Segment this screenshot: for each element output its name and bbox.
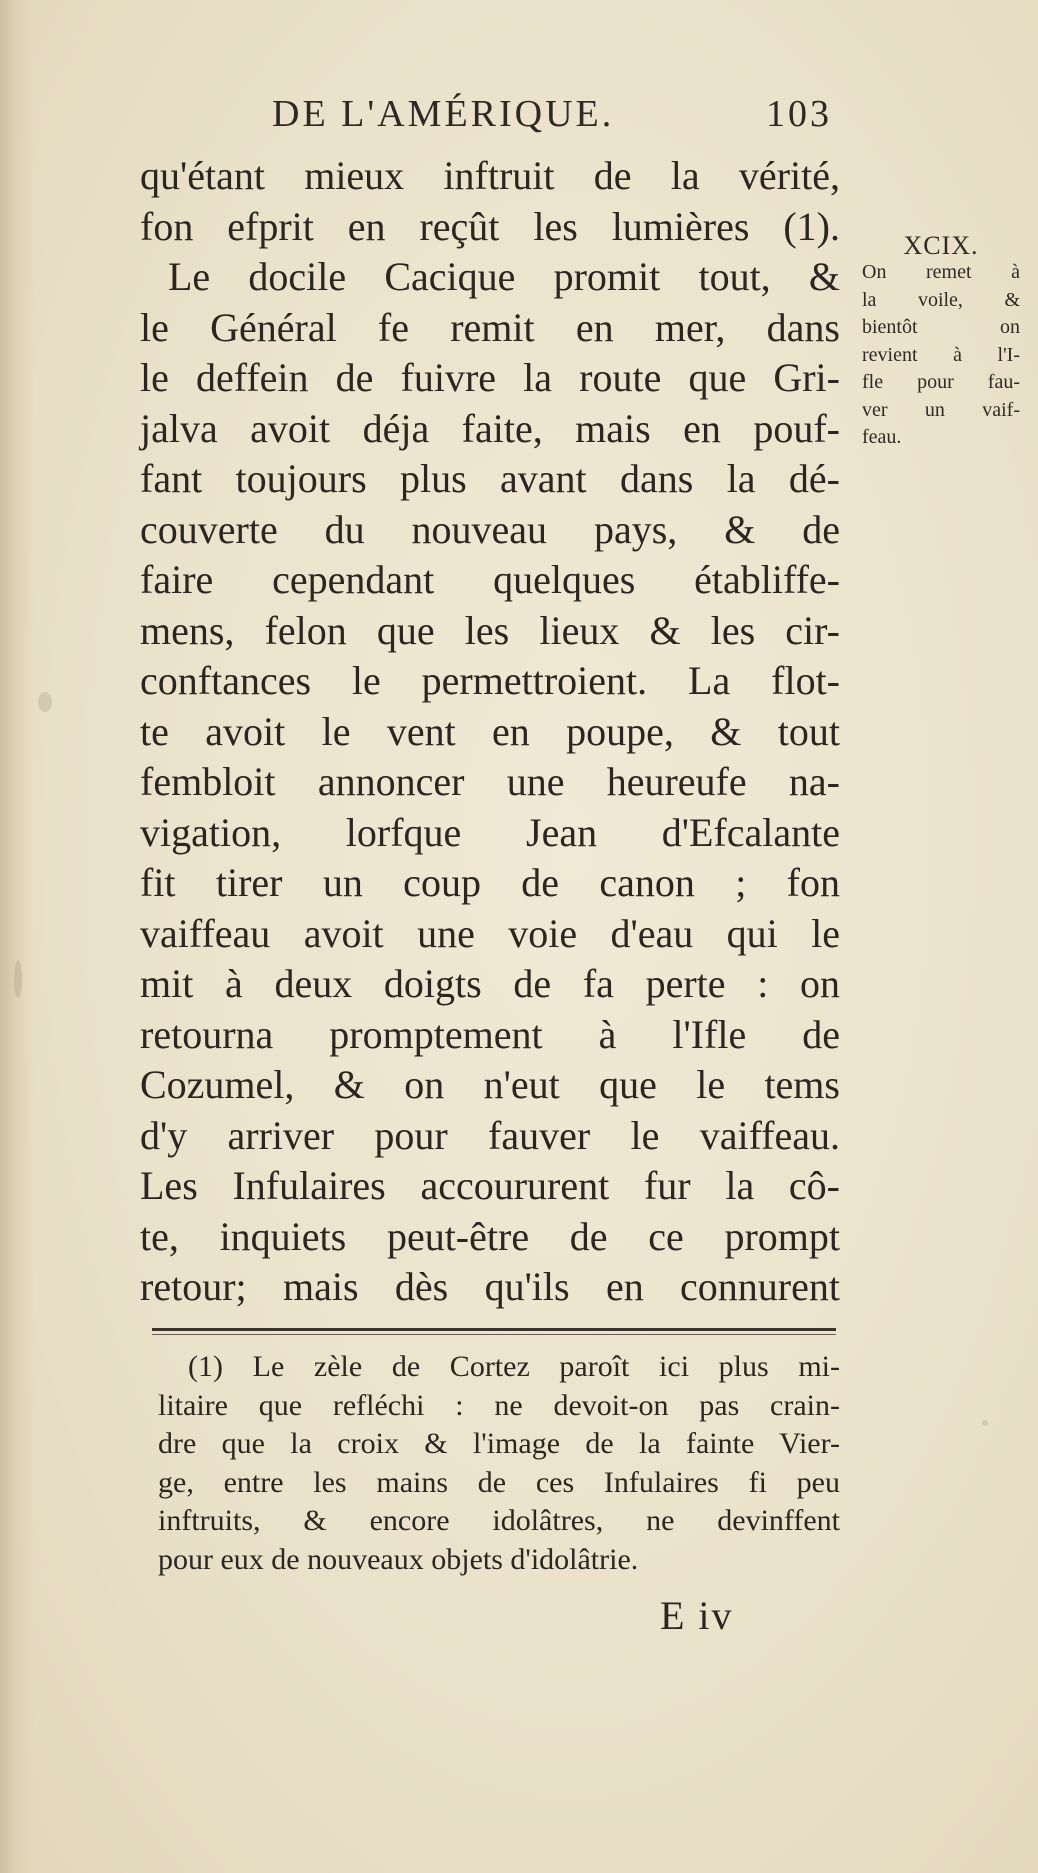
marginal-note-line: fle pour fau- xyxy=(862,371,1020,393)
section-numeral: XCIX. xyxy=(903,231,979,260)
text-line: retour; mais dès qu'ils en connurent xyxy=(140,1264,840,1309)
text-line: jalva avoit déja faite, mais en pouf- xyxy=(140,405,840,451)
footnote-line: litaire que refléchi : ne devoit-on pas crain- xyxy=(158,1388,840,1422)
paper-spot xyxy=(982,1420,988,1426)
text-line: fit tirer un coup de canon ; fon xyxy=(140,860,840,905)
text-line: qu'étant mieux inftruit de la vérité, xyxy=(140,153,840,198)
footnote-line: inftruits, & encore idolâtres, ne devinffent xyxy=(158,1504,840,1537)
page-number: 103 xyxy=(766,93,832,135)
text-line: Cozumel, & on n'eut que le tems xyxy=(140,1062,840,1107)
marginal-note-line: bientôt on xyxy=(862,316,1020,338)
paper-spot xyxy=(38,692,52,712)
text-line: couverte du nouveau pays, & de xyxy=(140,506,840,552)
text-line: conftances le permettroient. La flot- xyxy=(140,658,840,703)
marginal-note xyxy=(862,233,1020,452)
running-head-title: DE L'AMÉRIQUE. xyxy=(272,93,615,135)
text-line: le deffein de fuivre la route que Gri- xyxy=(140,355,840,400)
text-line: fant toujours plus avant dans la dé- xyxy=(140,456,840,501)
text-line: Le docile Cacique promit tout, & xyxy=(168,254,840,299)
text-line: d'y arriver pour fauver le vaiffeau. xyxy=(140,1112,840,1158)
text-line: Les Infulaires accoururent fur la cô- xyxy=(140,1163,840,1208)
footnote-line: ge, entre les mains de ces Infulaires fi peu xyxy=(158,1465,840,1499)
marginal-note-line: ver un vaif- xyxy=(862,398,1020,421)
text-line: fembloit annoncer une heureufe na- xyxy=(140,759,840,804)
footnote-line: dre que la croix & l'image de la fainte Vier- xyxy=(158,1427,840,1460)
text-line: te avoit le vent en poupe, & tout xyxy=(140,708,840,754)
signature-mark: E iv xyxy=(660,1593,734,1638)
footnote-rule xyxy=(152,1328,836,1331)
marginal-note-line: revient à l'I- xyxy=(862,343,1020,366)
gutter-shadow xyxy=(0,0,34,1873)
text-line: te, inquiets peut-être de ce prompt xyxy=(140,1213,840,1259)
footnote-line: pour eux de nouveaux objets d'idolâtrie. xyxy=(158,1542,639,1576)
text-line: mit à deux doigts de fa perte : on xyxy=(140,961,840,1006)
footnote-line: (1) Le zèle de Cortez paroît ici plus mi- xyxy=(188,1350,840,1383)
text-line: mens, felon que les lieux & les cir- xyxy=(140,607,840,653)
text-line: fon efprit en reçût les lumières (1). xyxy=(140,203,840,249)
text-line: retourna promptement à l'Ifle de xyxy=(140,1011,840,1057)
main-text-block xyxy=(140,151,840,1313)
paper-spot xyxy=(14,960,22,998)
text-line: vaiffeau avoit une voie d'eau qui le xyxy=(140,910,840,956)
text-line: vigation, lorfque Jean d'Efcalante xyxy=(140,809,840,855)
marginal-note-line: On remet à xyxy=(862,261,1020,283)
marginal-note-line: la voile, & xyxy=(862,288,1020,311)
footnote xyxy=(158,1348,840,1579)
text-line: faire cependant quelques établiffe- xyxy=(140,557,840,602)
text-line: le Général fe remit en mer, dans xyxy=(140,304,840,350)
running-head xyxy=(272,92,832,142)
marginal-note-line: feau. xyxy=(862,426,902,448)
